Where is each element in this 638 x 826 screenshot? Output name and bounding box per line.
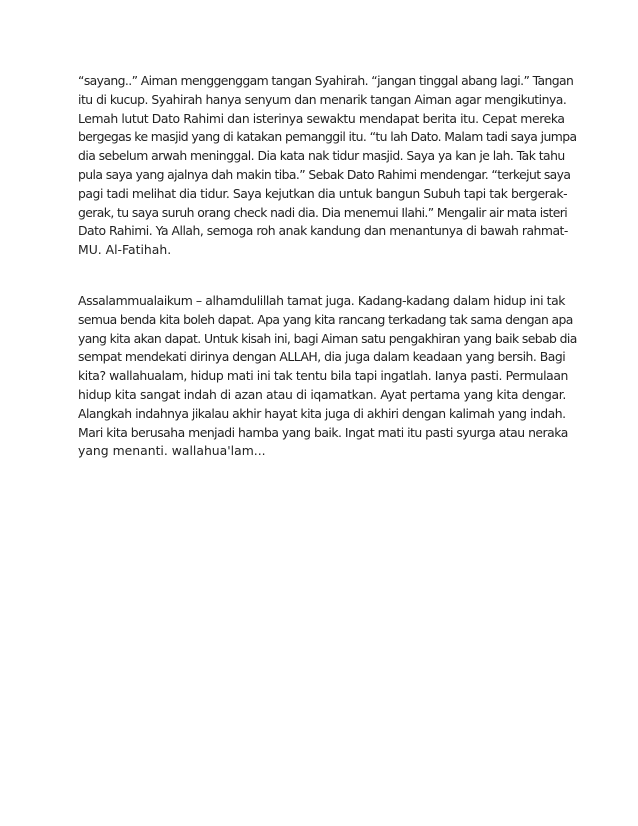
text-line: yang kita akan dapat. Untuk kisah ini, bagi Aiman satu pengakhiran yang baik sebab dia [78,330,577,346]
text-line: pula saya yang ajalnya dah makin tiba.” Sebak Dato Rahimi mendengar. “terkejut saya [78,166,571,182]
text-line: gerak, tu saya suruh orang check nadi dia. Dia menemui Ilahi.” Mengalir air mata isteri [78,204,568,220]
text-line: Dato Rahimi. Ya Allah, semoga roh anak kandung dan menantunya di bawah rahmat- [78,223,568,239]
story-paragraph [78,72,577,260]
text-line: bergegas ke masjid yang di katakan pemanggil itu. “tu lah Dato. Malam tadi saya jumpa [78,129,577,145]
document-body [78,72,577,461]
text-line: pagi tadi melihat dia tidur. Saya kejutkan dia untuk bangun Subuh tapi tak bergerak- [78,185,568,201]
text-line: Alangkah indahnya jikalau akhir hayat kita juga di akhiri dengan kalimah yang indah. [78,405,566,421]
text-line: yang menanti. wallahua'lam... [78,443,266,459]
text-line: sempat mendekati dirinya dengan ALLAH, dia juga dalam keadaan yang bersih. Bagi [78,349,566,365]
text-line: hidup kita sangat indah di azan atau di iqamatkan. Ayat pertama yang kita dengar. [78,386,566,402]
text-line: Lemah lutut Dato Rahimi dan isterinya sewaktu mendapat berita itu. Cepat mereka [78,110,565,126]
text-line: “sayang..” Aiman menggenggam tangan Syahirah. “jangan tinggal abang lagi.” Tangan [78,73,574,88]
text-line: itu di kucup. Syahirah hanya senyum dan menarik tangan Aiman agar mengikutinya. [78,91,567,107]
text-line: dia sebelum arwah meninggal. Dia kata nak tidur masjid. Saya ya kan je lah. Tak tahu [78,148,565,164]
text-line: kita? wallahualam, hidup mati ini tak tentu bila tapi ingatlah. Ianya pasti. Permulaan [78,368,568,384]
closing-paragraph [78,292,577,461]
text-line: semua benda kita boleh dapat. Apa yang kita rancang terkadang tak sama dengan apa [78,311,573,327]
paragraph-spacer [78,260,568,292]
text-line: Assalammualaikum – alhamdulillah tamat juga. Kadang-kadang dalam hidup ini tak [78,292,566,308]
text-line: MU. Al-Fatihah. [78,242,172,258]
text-line: Mari kita berusaha menjadi hamba yang baik. Ingat mati itu pasti syurga atau neraka [78,424,568,440]
